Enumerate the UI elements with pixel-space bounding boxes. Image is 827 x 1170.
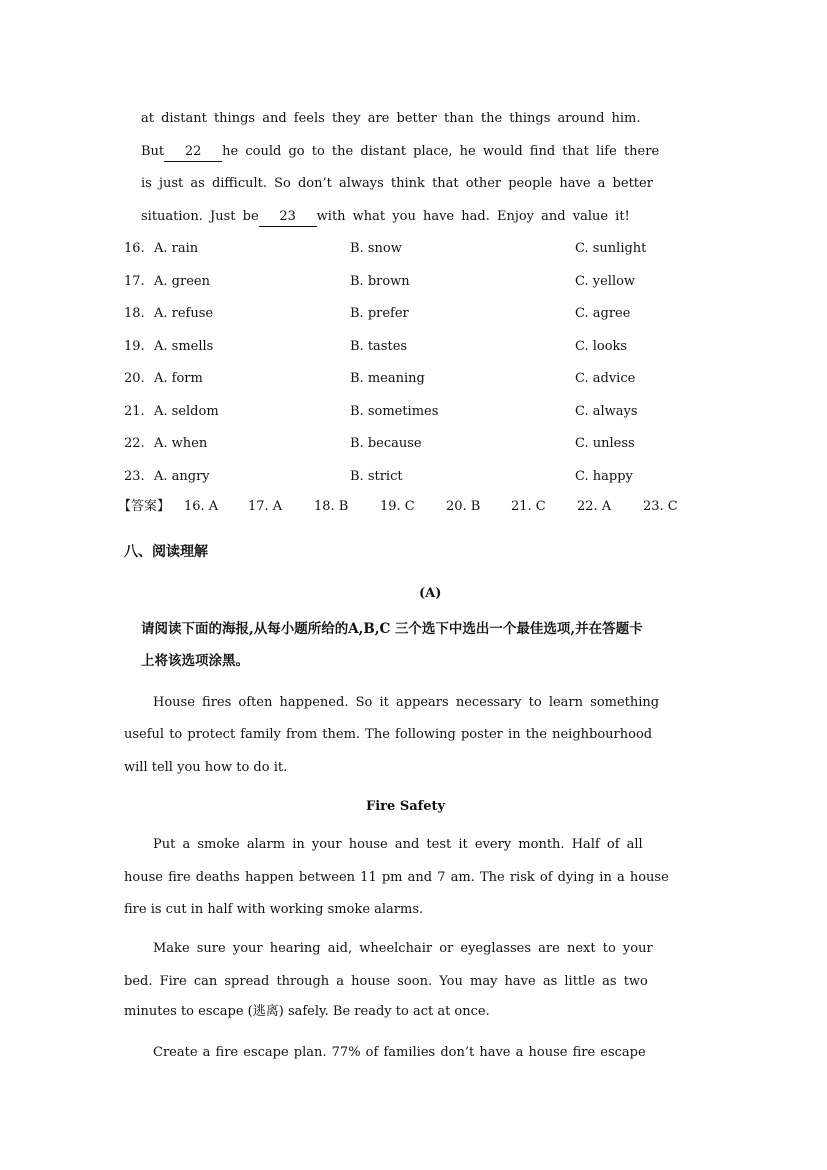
option-c: C. advice: [575, 371, 636, 386]
blank-23: 23: [259, 208, 317, 227]
option-row: [124, 435, 724, 453]
option-b: B. meaning: [350, 371, 425, 386]
passage-line: Put a smoke alarm in your house and test it every month. Half of all: [153, 837, 643, 852]
answer-item: 20. B: [446, 499, 481, 514]
option-b: B. because: [350, 436, 422, 451]
answer-key: [118, 498, 718, 516]
answer-item: 19. C: [380, 499, 415, 514]
cloze-line: at distant things and feels they are better than the things around him.: [141, 111, 641, 126]
answer-item: 23. C: [643, 499, 678, 514]
instruction-line: 请阅读下面的海报,从每小题所给的A,B,C 三个选下中选出一个最佳选项,并在答题卡: [141, 621, 643, 637]
question-number: 16.: [124, 241, 145, 256]
cloze-line: [141, 143, 659, 162]
cloze-text: with what you have had. Enjoy and value it!: [316, 209, 630, 224]
cloze-text: situation. Just be: [141, 209, 259, 224]
option-c: C. happy: [575, 469, 633, 484]
question-number: 23.: [124, 469, 145, 484]
option-row: [124, 370, 724, 388]
option-a: A. rain: [154, 241, 199, 256]
option-b: B. prefer: [350, 306, 409, 321]
passage-line: fire is cut in half with working smoke alarms.: [124, 902, 424, 917]
option-a: A. when: [154, 436, 208, 451]
answer-item: 21. C: [511, 499, 546, 514]
cloze-text: But: [141, 144, 165, 159]
option-row: [124, 403, 724, 421]
question-number: 19.: [124, 339, 145, 354]
option-b: B. brown: [350, 274, 410, 289]
option-row: [124, 240, 724, 258]
option-row: [124, 338, 724, 356]
section-subheading: (A): [419, 586, 442, 601]
option-c: C. looks: [575, 339, 628, 354]
cloze-line: [141, 208, 630, 227]
option-a: A. refuse: [154, 306, 214, 321]
question-number: 21.: [124, 404, 145, 419]
passage-line: Make sure your hearing aid, wheelchair or eyeglasses are next to your: [153, 941, 653, 956]
option-c: C. unless: [575, 436, 635, 451]
question-number: 20.: [124, 371, 145, 386]
option-c: C. yellow: [575, 274, 636, 289]
answer-label: 【答案】: [118, 499, 171, 514]
option-a: A. green: [154, 274, 210, 289]
question-number: 17.: [124, 274, 145, 289]
option-a: A. angry: [154, 469, 210, 484]
option-b: B. sometimes: [350, 404, 439, 419]
answer-item: 22. A: [577, 499, 612, 514]
option-a: A. smells: [154, 339, 214, 354]
passage-line: House fires often happened. So it appears necessary to learn something: [153, 695, 660, 710]
answer-item: 17. A: [248, 499, 283, 514]
passage-line: minutes to escape (逃离) safely. Be ready to act at once.: [124, 1004, 490, 1019]
question-number: 18.: [124, 306, 145, 321]
option-b: B. tastes: [350, 339, 408, 354]
option-row: [124, 273, 724, 291]
option-row: [124, 468, 724, 486]
cloze-line: is just as difficult. So don’t always think that other people have a better: [141, 176, 653, 191]
option-b: B. snow: [350, 241, 402, 256]
blank-22: 22: [164, 143, 222, 162]
cloze-text: he could go to the distant place, he would find that life there: [222, 144, 660, 159]
passage-line: Create a fire escape plan. 77% of families don’t have a house fire escape: [153, 1045, 646, 1060]
option-row: [124, 305, 724, 323]
option-c: C. agree: [575, 306, 631, 321]
option-a: A. seldom: [154, 404, 219, 419]
question-number: 22.: [124, 436, 145, 451]
option-a: A. form: [154, 371, 203, 386]
instruction-line: 上将该选项涂黑。: [141, 653, 249, 669]
passage-title: Fire Safety: [366, 799, 446, 814]
passage-line: will tell you how to do it.: [124, 760, 288, 775]
option-c: C. always: [575, 404, 638, 419]
passage-line: bed. Fire can spread through a house soon. You may have as little as two: [124, 974, 648, 989]
passage-line: useful to protect family from them. The following poster in the neighbourhood: [124, 727, 653, 742]
section-heading: 八、阅读理解: [124, 544, 208, 560]
passage-line: house fire deaths happen between 11 pm and 7 am. The risk of dying in a house: [124, 870, 669, 885]
answer-item: 18. B: [314, 499, 349, 514]
option-b: B. strict: [350, 469, 403, 484]
option-c: C. sunlight: [575, 241, 647, 256]
answer-item: 16. A: [184, 499, 219, 514]
